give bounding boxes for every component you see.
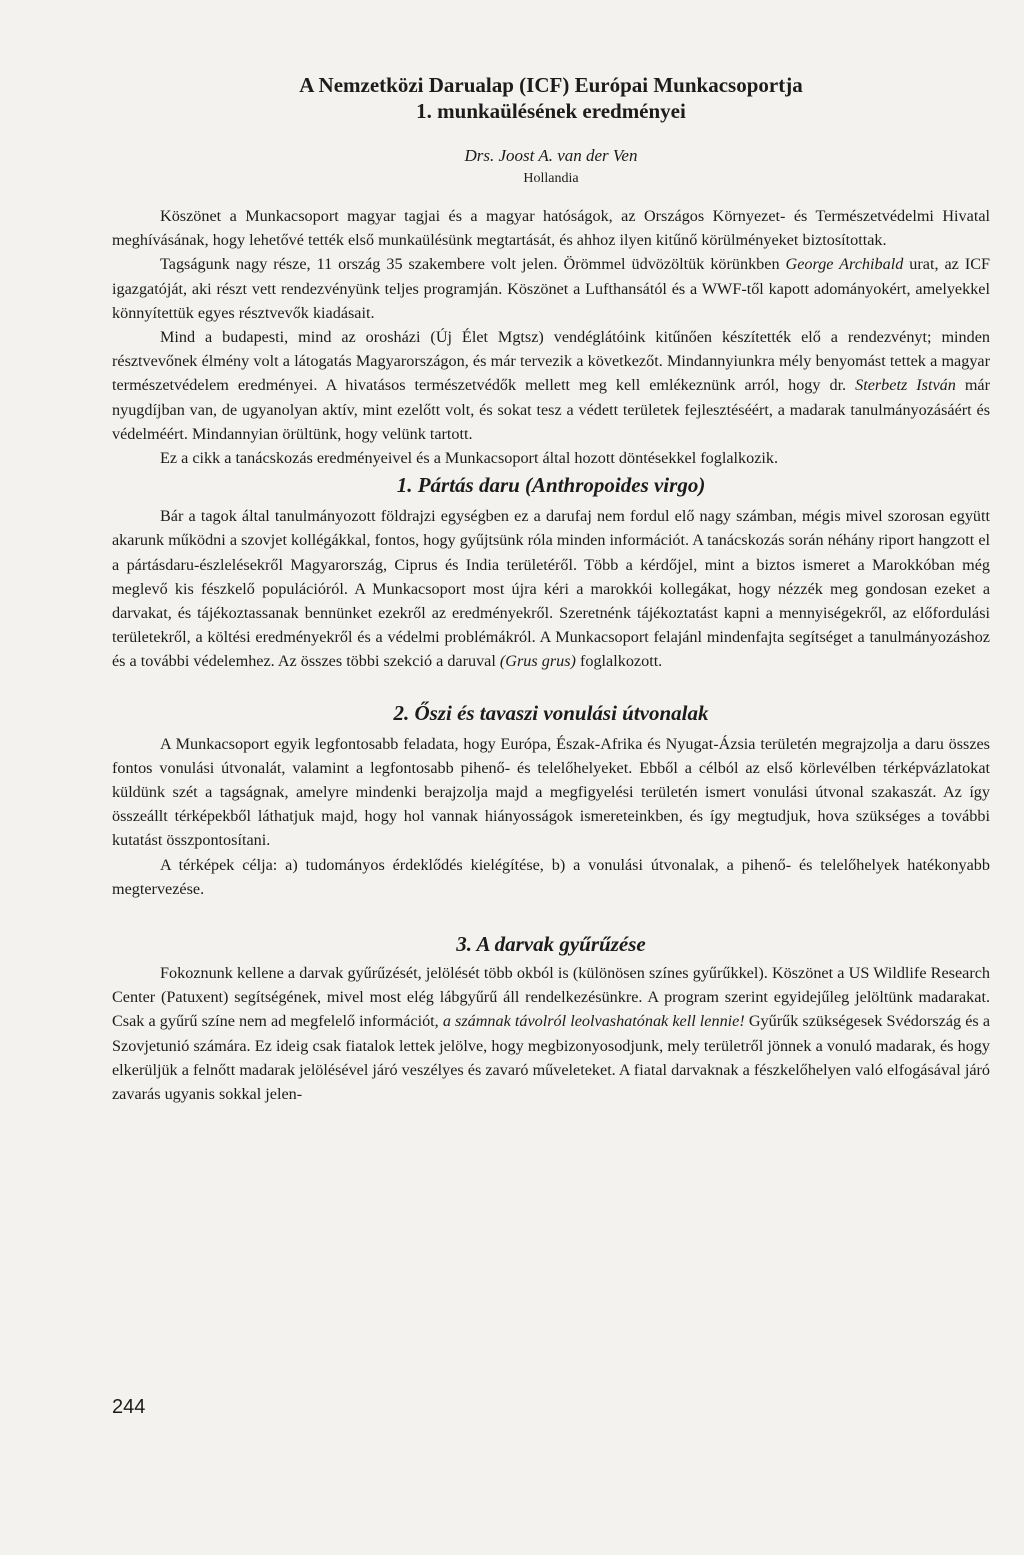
section-2-paragraph-1 xyxy=(112,732,990,853)
title-line-1: A Nemzetközi Darualap (ICF) Európai Munkacsoportja xyxy=(299,73,803,97)
intro-p1-text: Köszönet a Munkacsoport magyar tagjai és a magyar hatóságok, az Országos Környezet- és Természetvédelmi Hivatal meghívásának, hogy lehetővé tették első munkaülésünk megtartását, és ahhoz ilyen kitűnő körülményeket biztosítottak. xyxy=(112,207,990,250)
intro-p4-text: Ez a cikk a tanácskozás eredményeivel és a Munkacsoport által hozott döntésekkel foglalkozik. xyxy=(160,449,779,468)
emphasis-text: a számnak távolról leolvashatónak kell lennie! xyxy=(442,1012,745,1031)
section-2-p1-text: A Munkacsoport egyik legfontosabb feladata, hogy Európa, Észak-Afrika és Nyugat-Ázsia területén megrajzolja a daru összes fontos vonulási útvonalát, valamint a legfontosabb pihenő- és telelőhelyeket. Ebből a célból az első körlevélben térképvázlatokat küldünk szét a tagságnak, amelyre mindenki berajzolja majd a megfigyelési területén ismert vonulási útvonal szakaszát. Az így összeállt térképekből láthatjuk majd, hogy hol vannak hiányosságok ismereteinkben, és így megtudjuk, hova szükséges a további kutatást összpontosítani. xyxy=(112,734,990,850)
section-3-paragraph xyxy=(112,961,990,1106)
intro-p3-text-a: Mind a budapesti, mind az orosházi (Új Élet Mgtsz) vendéglátóink kitűnően készítették elő a rendezvényt; minden résztvevőnek élmény volt a látogatás Magyarországon, és már tervezik a következőt. Mindannyiunkra mély benyomást tettek a magyar természetvédelem eredményei. A hivatásos természetvédők mellett meg kell emlékeznünk arról, hogy dr. xyxy=(112,328,990,395)
intro-p3-text-b: már nyugdíjban van, de ugyanolyan aktív, mint ezelőtt volt, és sokat tesz a védett területek fejlesztéséért, a madarak tanulmányozásáért és védelméért. Mindannyian örültünk, hogy velünk tartott. xyxy=(112,376,990,443)
section-3-text-a: Fokoznunk kellene a darvak gyűrűzését, jelölését több okból is (különösen színes gyűrűkkel). Köszönet a US Wildlife Research Center (Patuxent) segítségének, mivel most elég lábgyűrű áll rendelkezésünkre. A program szerint egyidejűleg jelöltünk madarakat. Csak a gyűrű színe nem ad megfelelő információt, xyxy=(112,964,990,1031)
article-page xyxy=(112,72,990,1106)
section-1-text-b: foglalkozott. xyxy=(575,652,663,671)
section-3-text-b: Gyűrűk szükségesek Svédország és a Szovjetunió számára. Ez ideig csak fiatalok lettek jelölve, hogy megbizonyosodjunk, mely területről jönnek a vonuló madarak, és hogy elkerüljük a felnőtt madarak jelölésével járó veszélyes és zavaró műveleteket. A fiatal darvaknak a fészkelőhelyen való elfogásával járó zavarás ugyanis sokkal jelen- xyxy=(112,1012,991,1104)
latin-name-grus: (Grus grus) xyxy=(499,652,576,671)
intro-paragraph-4 xyxy=(112,446,990,470)
intro-paragraph-2 xyxy=(112,252,990,325)
author-name: Drs. Joost A. van der Ven xyxy=(464,146,638,165)
intro-paragraph-3 xyxy=(112,325,990,446)
article-title xyxy=(112,72,990,124)
intro-p2-text-b: urat, az ICF igazgatóját, aki részt vett rendezvényünk teljes programján. Köszönet a Lufthansától és a WWF-től kapott adományokért, amelyekkel könnyítettük egyes résztvevők kiadásait. xyxy=(112,255,991,322)
section-2-p2-text: A térképek célja: a) tudományos érdeklődés kielégítése, b) a vonulási útvonalak, a pihenő- és telelőhelyek hatékonyabb megtervezése. xyxy=(112,855,990,898)
person-name-archibald: George Archibald xyxy=(785,255,904,274)
section-1-heading: 1. Pártás daru (Anthropoides virgo) xyxy=(396,473,706,498)
title-line-2: 1. munkaülésének eredményei xyxy=(416,99,686,123)
section-2-heading: 2. Őszi és tavaszi vonulási útvonalak xyxy=(393,700,709,725)
page-number: 244 xyxy=(112,1396,146,1418)
section-1-text-a: Bár a tagok által tanulmányozott földrajzi egységben ez a darufaj nem fordul elő nagy számban, mégis mivel szorosan együtt akarunk működni a szovjet kollégákkal, fontos, hogy gyűjtsünk róla minden információt. A tanácskozás során néhány riport hangzott el a pártásdaru-észlelésekről Magyarország, Ciprus és India területéről. Több a kérdőjel, mint a biztos ismeret a Marokkóban még meglevő kis fészkelő populációról. A Munkacsoport most újra kéri a marokkói kollegákat, hogy nézzék meg gondosan ezeket a darvakat, és tájékoztassanak bennünket ezekről az eredményekről. Szeretnénk tájékoztatást kapni a mennyiségekről, az előfordulási területekről, a költési eredményekről és a védelmi problémákról. A Munkacsoport felajánl mindenfajta segítséget a tanulmányozáshoz és a további védelemhez. Az összes többi szekció a daruval xyxy=(112,507,990,671)
section-3-heading: 3. A darvak gyűrűzése xyxy=(456,932,646,957)
intro-paragraph-1 xyxy=(112,204,990,252)
section-2-paragraph-2 xyxy=(112,853,990,901)
person-name-sterbetz: Sterbetz István xyxy=(855,376,956,395)
author-country: Hollandia xyxy=(523,171,579,186)
intro-p2-text-a: Tagságunk nagy része, 11 ország 35 szakembere volt jelen. Örömmel üdvözöltük körünkben xyxy=(160,255,786,274)
section-1-paragraph xyxy=(112,504,990,673)
